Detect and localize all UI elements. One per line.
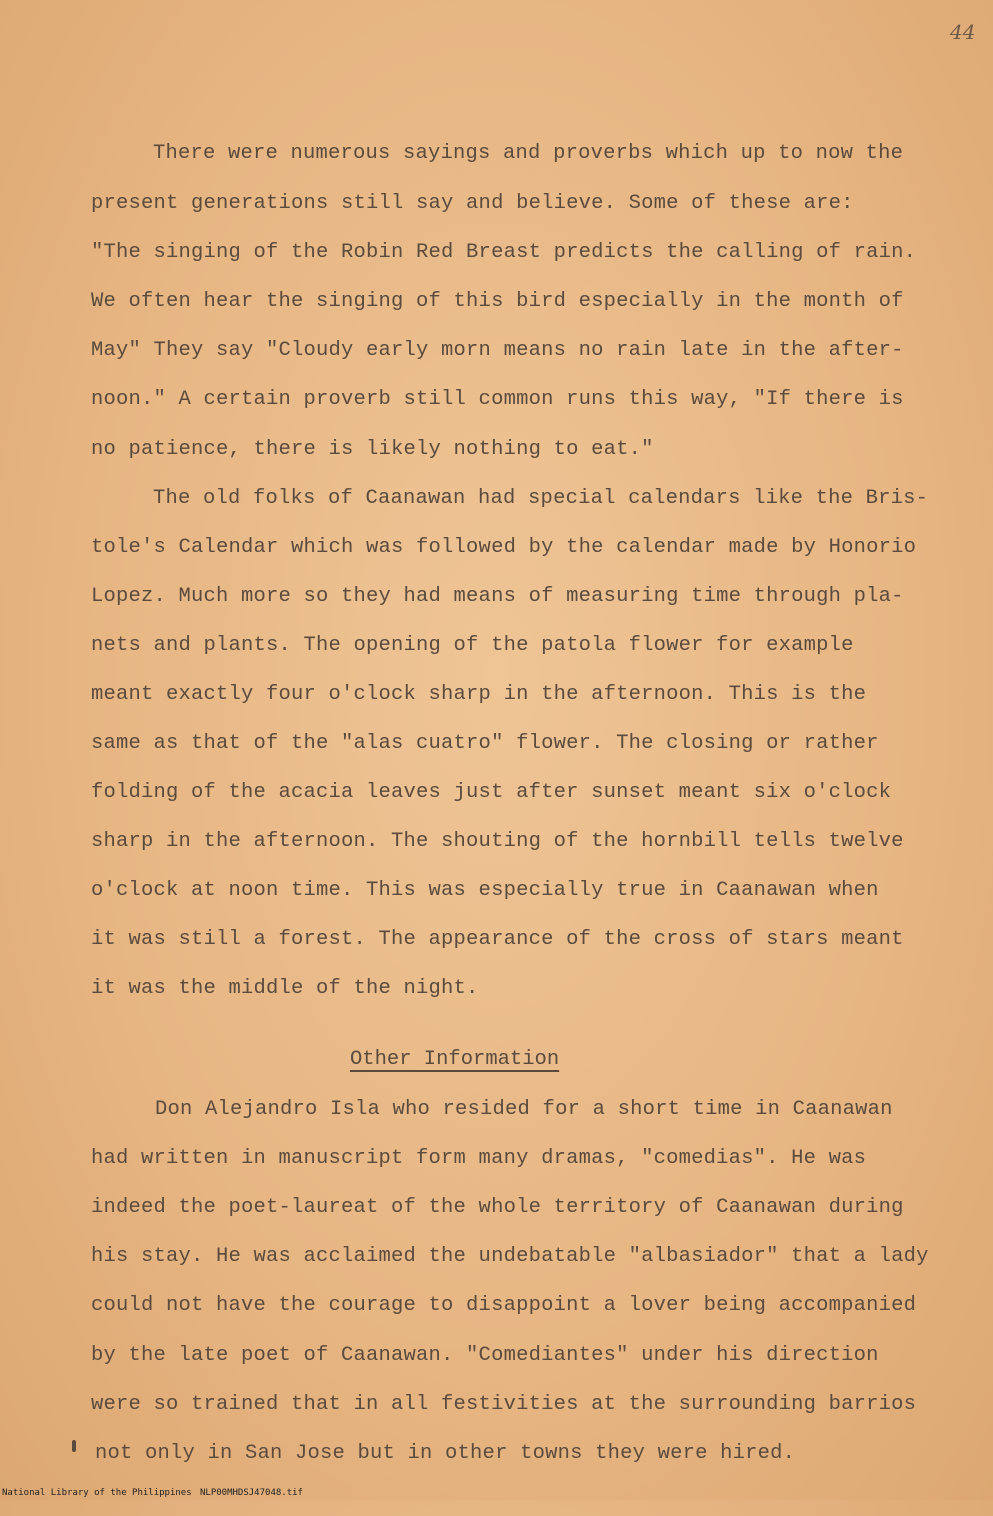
text-line: There were numerous sayings and proverbs which up to now the: [153, 142, 904, 165]
text-line: no patience, there is likely nothing to eat.": [91, 438, 654, 461]
text-line: it was the middle of the night.: [91, 977, 479, 1000]
text-line: The old folks of Caanawan had special calendars like the Bris-: [153, 487, 929, 510]
footer-file-id: NLP00MHDSJ47048.tif: [200, 1488, 303, 1498]
section-heading: Other Information: [350, 1048, 560, 1071]
text-line: tole's Calendar which was followed by the calendar made by Honorio: [91, 536, 917, 559]
margin-mark: [72, 1440, 76, 1452]
text-line: same as that of the "alas cuatro" flower. The closing or rather: [91, 732, 879, 755]
text-line: meant exactly four o'clock sharp in the afternoon. This is the: [91, 683, 867, 706]
text-line: noon." A certain proverb still common runs this way, "If there is: [91, 388, 904, 411]
text-line: present generations still say and believe. Some of these are:: [91, 192, 854, 215]
text-line: by the late poet of Caanawan. "Comediantes" under his direction: [91, 1344, 879, 1367]
text-line: folding of the acacia leaves just after sunset meant six o'clock: [91, 781, 892, 804]
text-line: could not have the courage to disappoint a lover being accompanied: [91, 1294, 917, 1317]
text-line: sharp in the afternoon. The shouting of the hornbill tells twelve: [91, 830, 904, 853]
footer-library: National Library of the Philippines: [2, 1488, 192, 1498]
text-line: "The singing of the Robin Red Breast predicts the calling of rain.: [91, 241, 917, 264]
text-line: indeed the poet-laureat of the whole territory of Caanawan during: [91, 1196, 904, 1219]
text-line: not only in San Jose but in other towns they were hired.: [95, 1442, 796, 1465]
text-line: Lopez. Much more so they had means of measuring time through pla-: [91, 585, 904, 608]
text-line: it was still a forest. The appearance of the cross of stars meant: [91, 928, 904, 951]
text-line: We often hear the singing of this bird especially in the month of: [91, 290, 904, 313]
text-line: had written in manuscript form many dramas, "comedias". He was: [91, 1147, 867, 1170]
text-line: May" They say "Cloudy early morn means no rain late in the after-: [91, 339, 904, 362]
text-line: were so trained that in all festivities at the surrounding barrios: [91, 1393, 917, 1416]
text-line: nets and plants. The opening of the patola flower for example: [91, 634, 854, 657]
page-number: 44: [950, 20, 976, 44]
text-line: o'clock at noon time. This was especially true in Caanawan when: [91, 879, 879, 902]
text-line: Don Alejandro Isla who resided for a short time in Caanawan: [155, 1098, 893, 1121]
text-line: his stay. He was acclaimed the undebatable "albasiador" that a lady: [91, 1245, 929, 1268]
scan-footer: [0, 1486, 993, 1500]
